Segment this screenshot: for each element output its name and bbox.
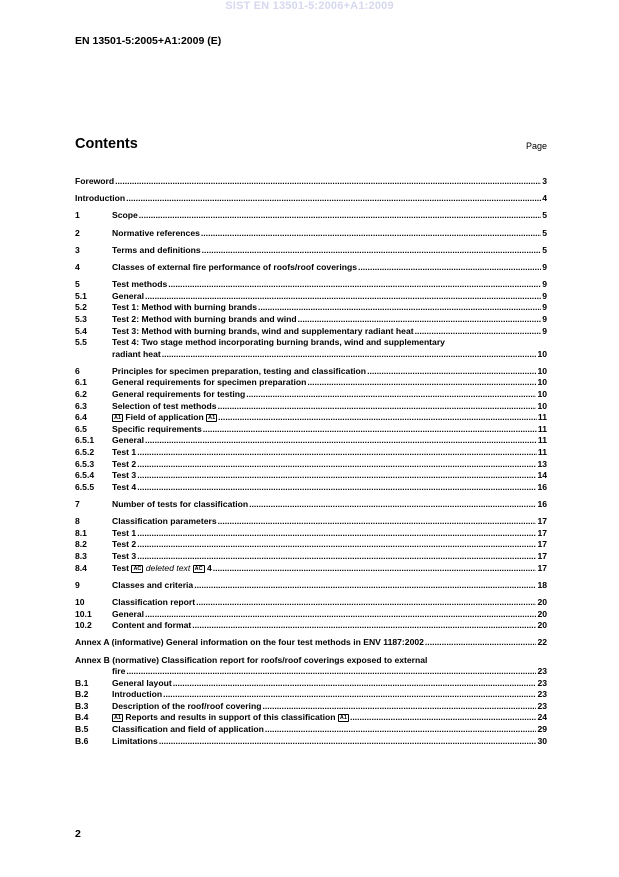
toc-entry-number: 8.2 <box>75 539 87 550</box>
toc-entry-page: 17 <box>537 516 547 527</box>
toc-entry-number: B.4 <box>75 712 89 723</box>
toc-entry-page: 10 <box>537 365 547 376</box>
toc-entry-8-1[interactable] <box>75 528 547 540</box>
correction-start-marker: AC <box>133 565 142 572</box>
toc-entry-page: 5 <box>542 210 547 221</box>
toc-entry-number: 4 <box>75 261 80 272</box>
toc-entry-title: Foreword <box>75 176 115 186</box>
toc-entry-number: 6.5 <box>75 423 87 434</box>
toc-entry-5-1[interactable] <box>75 291 547 303</box>
toc-entry-title: Test 3: Method with burning brands, wind and supplementary radiant heat <box>112 325 414 336</box>
toc-entry-8-2[interactable] <box>75 539 547 551</box>
toc-entry-5-4[interactable] <box>75 326 547 338</box>
toc-entry-3[interactable] <box>75 245 547 257</box>
toc-entry-title: Introduction <box>112 689 163 700</box>
toc-entry-number: 5.3 <box>75 313 87 324</box>
table-of-contents <box>75 176 547 747</box>
toc-entry-number: 8 <box>75 516 80 527</box>
toc-entry-number: 6.1 <box>75 377 87 388</box>
toc-entry-title-line1: Test 4: Two stage method incorporating burning brands, wind and supplementary <box>112 337 445 348</box>
toc-entry-page: 29 <box>537 724 547 735</box>
toc-entry-page: 5 <box>542 244 547 255</box>
toc-entry-number: 5.5 <box>75 337 87 348</box>
toc-entry-6-5-2[interactable] <box>75 447 547 459</box>
toc-entry-b-4[interactable] <box>75 712 547 724</box>
toc-entry-page: 17 <box>537 550 547 561</box>
toc-entry-title: Normative references <box>112 227 200 238</box>
toc-entry-title: 4 <box>206 562 212 573</box>
toc-entry-5-3[interactable] <box>75 314 547 326</box>
toc-entry-title: Scope <box>112 210 138 221</box>
toc-entry-title: Specific requirements <box>112 423 202 434</box>
toc-entry-number: 6.5.1 <box>75 435 95 446</box>
toc-entry-8[interactable] <box>75 516 547 528</box>
toc-entry-number: 1 <box>75 210 80 221</box>
toc-entry-title: Test 3 <box>112 470 137 481</box>
toc-entry-number: 6.3 <box>75 400 87 411</box>
toc-entry-number: 2 <box>75 227 80 238</box>
toc-entry-page: 20 <box>537 620 547 631</box>
toc-entry-title: fire <box>112 666 126 677</box>
toc-entry-title: Terms and definitions <box>112 244 201 255</box>
toc-entry-title: Number of tests for classification <box>112 499 249 509</box>
toc-entry-page: 16 <box>537 481 547 492</box>
toc-entry-number: 7 <box>75 499 80 509</box>
toc-entry-page: 9 <box>542 279 547 290</box>
toc-entry-page: 17 <box>537 539 547 550</box>
toc-entry-title: Annex A (informative) General information on the four test methods in ENV 1187:2002 <box>75 637 424 648</box>
toc-entry-b-3[interactable] <box>75 701 547 713</box>
toc-entry-page: 23 <box>537 700 547 711</box>
toc-entry-page: 9 <box>542 261 547 272</box>
toc-entry-title: Classification and field of application <box>112 724 264 735</box>
toc-entry-page: 10 <box>537 389 547 400</box>
toc-entry-number: 5 <box>75 279 80 290</box>
correction-end-marker: AC <box>194 565 203 572</box>
document-reference: EN 13501-5:2005+A1:2009 (E) <box>75 35 222 47</box>
toc-entry-number: 6.5.2 <box>75 447 95 458</box>
toc-entry-number: 6.5.3 <box>75 458 95 469</box>
toc-entry-number: 8.3 <box>75 550 87 561</box>
toc-entry-title: Test 2 <box>112 539 137 550</box>
toc-entry-6-1[interactable] <box>75 377 547 389</box>
page-column-label: Page <box>525 141 547 151</box>
toc-entry-page: 11 <box>537 423 547 434</box>
toc-entry-page: 11 <box>537 435 547 446</box>
watermark: SIST EN 13501-5:2006+A1:2009 <box>225 0 394 12</box>
toc-entry-title: Test 2: Method with burning brands and wind <box>112 313 297 324</box>
toc-entry-number: 5.2 <box>75 302 87 313</box>
toc-entry-number: 10 <box>75 596 85 607</box>
toc-entry-6-2[interactable] <box>75 389 547 401</box>
toc-entry-annex-b-cont[interactable] <box>75 666 547 678</box>
toc-entry-number: B.5 <box>75 724 89 735</box>
toc-entry-number: 3 <box>75 244 80 255</box>
toc-entry-title-prefix: Test <box>112 562 130 573</box>
toc-entry-page: 17 <box>537 562 547 573</box>
toc-entry-title: Test 2 <box>112 458 137 469</box>
toc-entry-title: General layout <box>112 677 172 688</box>
toc-entry-page: 9 <box>542 325 547 336</box>
toc-entry-page: 18 <box>537 579 547 590</box>
page-title: Contents <box>75 136 138 152</box>
toc-entry-number: 5.4 <box>75 325 87 336</box>
toc-entry-number: 6.4 <box>75 412 87 423</box>
toc-entry-page: 23 <box>537 666 547 677</box>
toc-entry-page: 13 <box>537 458 547 469</box>
toc-entry-number: 10.2 <box>75 620 92 631</box>
toc-entry-number: B.2 <box>75 689 89 700</box>
toc-entry-1[interactable] <box>75 210 547 222</box>
toc-entry-page: 24 <box>537 712 547 723</box>
toc-entry-title: Test 1: Method with burning brands <box>112 302 257 313</box>
toc-entry-number: B.3 <box>75 700 89 711</box>
toc-entry-title: Test 1 <box>112 447 137 458</box>
toc-entry-annex-b[interactable] <box>75 655 547 667</box>
deleted-text-note: deleted text <box>145 562 191 573</box>
toc-entry-page: 20 <box>537 596 547 607</box>
toc-entry-title: Limitations <box>112 735 158 746</box>
toc-entry-title: Content and format <box>112 620 192 631</box>
toc-entry-page: 30 <box>537 735 547 746</box>
toc-entry-title: Introduction <box>75 193 126 204</box>
toc-entry-title: Test 4 <box>112 481 137 492</box>
toc-entry-annex-a[interactable] <box>75 637 547 649</box>
toc-entry-2[interactable] <box>75 228 547 240</box>
toc-entry-7[interactable] <box>75 499 547 511</box>
toc-entry-6-5[interactable] <box>75 424 547 436</box>
toc-entry-page: 16 <box>537 499 547 509</box>
toc-entry-page: 9 <box>542 313 547 324</box>
toc-entry-title: Principles for specimen preparation, testing and classification <box>112 365 367 376</box>
page-number: 2 <box>75 828 81 840</box>
toc-entry-6-5-5[interactable] <box>75 482 547 494</box>
toc-entry-title: General <box>112 290 145 301</box>
toc-entry-page: 5 <box>542 227 547 238</box>
toc-entry-page: 10 <box>537 348 547 359</box>
toc-entry-4[interactable] <box>75 262 547 274</box>
toc-entry-page: 9 <box>542 302 547 313</box>
toc-entry-page: 11 <box>537 447 547 458</box>
toc-entry-6-4[interactable] <box>75 412 547 424</box>
toc-entry-b-6[interactable] <box>75 736 547 748</box>
toc-entry-title: General requirements for specimen preparation <box>112 377 307 388</box>
toc-entry-page: 14 <box>537 470 547 481</box>
toc-entry-page: 22 <box>537 637 547 648</box>
toc-entry-6-5-3[interactable] <box>75 459 547 471</box>
toc-entry-title: General <box>112 608 145 619</box>
toc-entry-6-3[interactable] <box>75 401 547 413</box>
toc-entry-title: radiant heat <box>112 348 161 359</box>
toc-entry-10[interactable] <box>75 597 547 609</box>
toc-entry-b-5[interactable] <box>75 724 547 736</box>
toc-entry-number: 6 <box>75 365 80 376</box>
toc-entry-number: B.6 <box>75 735 89 746</box>
toc-entry-page: 20 <box>537 608 547 619</box>
toc-entry-title: Classification report <box>112 596 196 607</box>
toc-entry-page: 23 <box>537 677 547 688</box>
toc-entry-page: 3 <box>542 176 547 186</box>
toc-entry-10-2[interactable] <box>75 620 547 632</box>
amendment-end-marker: A1 <box>339 715 347 722</box>
toc-entry-introduction[interactable] <box>75 193 547 205</box>
toc-entry-page: 9 <box>542 290 547 301</box>
toc-entry-number: 9 <box>75 579 80 590</box>
toc-entry-page: 17 <box>537 527 547 538</box>
toc-entry-title: Description of the roof/roof covering <box>112 700 262 711</box>
toc-entry-8-4[interactable] <box>75 563 547 575</box>
amendment-start-marker: A1 <box>114 415 122 422</box>
toc-entry-number: 8.4 <box>75 562 87 573</box>
toc-entry-6-5-1[interactable] <box>75 435 547 447</box>
toc-entry-page: 23 <box>537 689 547 700</box>
toc-entry-10-1[interactable] <box>75 609 547 621</box>
toc-entry-foreword[interactable] <box>75 176 547 188</box>
toc-entry-title: Test 1 <box>112 527 137 538</box>
toc-entry-page: 10 <box>537 400 547 411</box>
toc-entry-title: Classes of external fire performance of roofs/roof coverings <box>112 261 357 272</box>
toc-entry-6-5-4[interactable] <box>75 470 547 482</box>
toc-entry-number: 6.2 <box>75 389 87 400</box>
toc-entry-number: B.1 <box>75 677 89 688</box>
toc-entry-number: 10.1 <box>75 608 92 619</box>
toc-entry-6[interactable] <box>75 366 547 378</box>
toc-entry-8-3[interactable] <box>75 551 547 563</box>
toc-entry-title: Test 3 <box>112 550 137 561</box>
toc-entry-5-5[interactable] <box>75 337 547 349</box>
amendment-end-marker: A1 <box>208 415 216 422</box>
toc-entry-page: 4 <box>542 193 547 204</box>
toc-entry-title: Selection of test methods <box>112 400 217 411</box>
toc-entry-page: 10 <box>537 377 547 388</box>
toc-entry-number: 6.5.5 <box>75 481 95 492</box>
toc-entry-9[interactable] <box>75 580 547 592</box>
toc-entry-number: 8.1 <box>75 527 87 538</box>
toc-entry-title: General requirements for testing <box>112 389 246 400</box>
toc-entry-title-line1: Annex B (normative) Classification report for roofs/roof coverings exposed to external <box>75 654 428 665</box>
toc-entry-page: 11 <box>537 412 547 423</box>
toc-entry-title: General <box>112 435 145 446</box>
toc-entry-5-5-cont[interactable] <box>75 349 547 361</box>
toc-entry-title: Test methods <box>112 279 168 290</box>
toc-entry-title: Classes and criteria <box>112 579 194 590</box>
toc-entry-5[interactable] <box>75 279 547 291</box>
toc-entry-number: 5.1 <box>75 290 87 301</box>
toc-entry-title: Field of application <box>125 412 204 423</box>
toc-entry-b-1[interactable] <box>75 678 547 690</box>
toc-entry-number: 6.5.4 <box>75 470 95 481</box>
amendment-start-marker: A1 <box>114 715 122 722</box>
toc-entry-5-2[interactable] <box>75 302 547 314</box>
toc-entry-title: Reports and results in support of this classification <box>125 712 336 723</box>
toc-entry-title: Classification parameters <box>112 516 217 527</box>
toc-entry-b-2[interactable] <box>75 689 547 701</box>
